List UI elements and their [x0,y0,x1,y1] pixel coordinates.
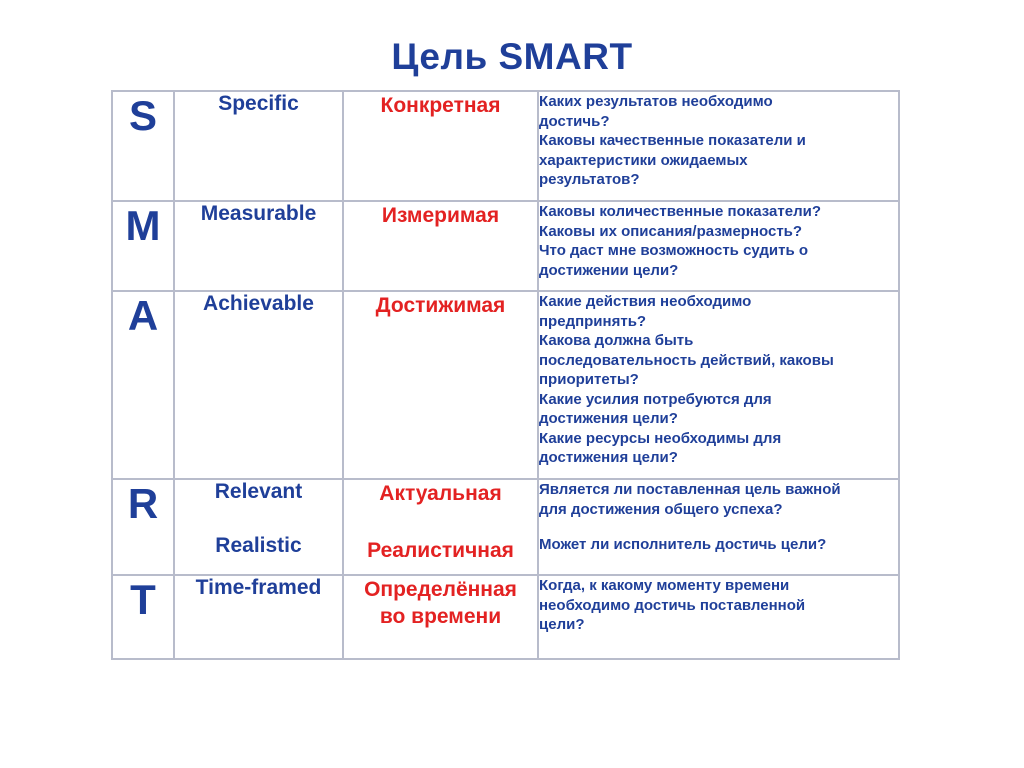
question-line: достичь? [539,112,610,130]
question-line: цели? [539,616,585,633]
table-row-t [112,575,899,659]
english-term: Achievable [174,291,343,479]
table-row-s [112,91,899,201]
russian-term: Конкретная [343,91,538,201]
question-line: достижения цели? [539,449,678,466]
question-line: Каких результатов необходимо [539,93,773,110]
russian-term: Достижимая [343,291,538,479]
russian-term: Определённая [364,578,517,601]
question-line: необходимо достичь поставленной [539,596,806,614]
russian-term-line2: во времени [379,605,502,628]
russian-term-secondary: Реалистичная [367,539,514,562]
question-line: Является ли поставленная цель важной [539,481,841,498]
letter-cell: S [112,91,174,201]
questions-cell [538,201,899,291]
letter-cell: A [112,291,174,479]
questions-cell [538,91,899,201]
question-line: последовательность действий, каковы [539,351,834,369]
question-line: предпринять? [539,312,647,330]
question-line: Каковы качественные показатели и [539,132,806,149]
question-line: Какие ресурсы необходимы для [539,429,782,447]
table-row-r [112,479,899,575]
english-term-cell [174,479,343,575]
letter-cell: R [112,479,174,575]
question-line: результатов? [539,171,640,188]
question-line: достижения цели? [539,410,678,427]
smart-table [111,90,900,660]
question-line: для достижения общего успеха? [539,500,783,518]
russian-term: Актуальная [379,482,502,505]
english-term-secondary: Realistic [215,534,302,557]
question-line: Что даст мне возможность судить о [539,242,809,259]
english-term: Specific [174,91,343,201]
question-line: достижении цели? [539,261,679,279]
table-row-a [112,291,899,479]
question-line: приоритеты? [539,371,639,388]
english-term: Measurable [174,201,343,291]
question-line: Может ли исполнитель достичь цели? [539,536,827,553]
question-line: характеристики ожидаемых [539,151,748,169]
question-line: Когда, к какому моменту времени [539,577,790,594]
question-line: Какие усилия потребуются для [539,390,772,408]
english-term: Relevant [214,480,303,503]
russian-term-cell [343,479,538,575]
questions-cell [538,575,899,659]
question-line: Какова должна быть [539,332,694,349]
page-title: Цель SMART [391,36,633,77]
table-row-m [112,201,899,291]
russian-term: Измеримая [343,201,538,291]
letter-cell: M [112,201,174,291]
question-line: Какие действия необходимо [539,293,752,310]
questions-cell [538,291,899,479]
russian-term-cell [343,575,538,659]
question-line: Каковы их описания/размерность? [539,222,803,240]
english-term: Time-framed [174,575,343,659]
questions-cell [538,479,899,575]
question-line: Каковы количественные показатели? [539,203,822,220]
letter-cell: T [112,575,174,659]
